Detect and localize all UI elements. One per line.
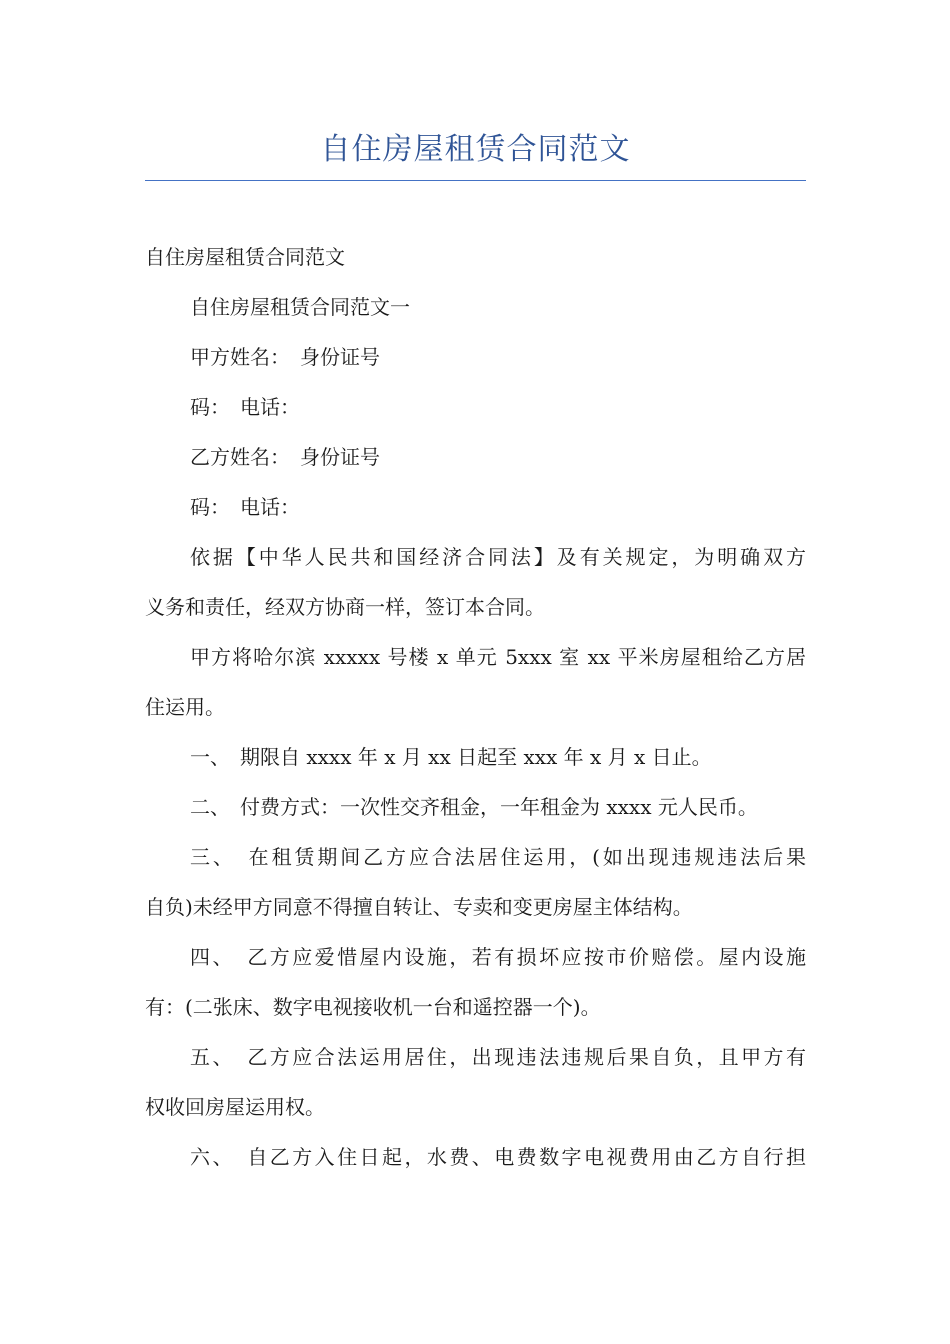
section-heading: 自住房屋租赁合同范文一 (190, 295, 410, 319)
paragraph-line: 依据【中华人民共和国经济合同法】及有关规定，为明确双方 (190, 545, 806, 569)
clause-5: 五、 乙方应合法运用居住，出现违法违规后果自负，且甲方有 (190, 1045, 806, 1069)
paragraph-line: 甲方将哈尔滨 xxxxx 号楼 x 单元 5xxx 室 xx 平米房屋租给乙方居 (190, 645, 806, 669)
document-body (145, 232, 806, 1182)
party-a-name-line: 甲方姓名： 身份证号 (190, 345, 380, 369)
clause-2: 二、 付费方式：一次性交齐租金，一年租金为 xxxx 元人民币。 (190, 795, 758, 819)
paragraph-line: 住运用。 (145, 695, 225, 719)
clause-6: 六、 自乙方入住日起，水费、电费数字电视费用由乙方自行担 (190, 1145, 806, 1169)
clause-3-continued: 自负)未经甲方同意不得擅自转让、专卖和变更房屋主体结构。 (145, 895, 693, 919)
clause-4: 四、 乙方应爱惜屋内设施，若有损坏应按市价赔偿。屋内设施 (190, 945, 806, 969)
title-underline (145, 180, 806, 181)
document-title: 自住房屋租赁合同范文 (320, 132, 631, 167)
party-a-id-phone-line: 码： 电话： (190, 395, 300, 419)
clause-5-continued: 权收回房屋运用权。 (145, 1095, 325, 1119)
clause-1: 一、 期限自 xxxx 年 x 月 xx 日起至 xxx 年 x 月 x 日止。 (190, 745, 712, 769)
clause-4-continued: 有：(二张床、数字电视接收机一台和遥控器一个)。 (145, 995, 601, 1019)
party-b-id-phone-line: 码： 电话： (190, 495, 300, 519)
clause-3: 三、 在租赁期间乙方应合法居住运用，(如出现违规违法后果 (190, 845, 806, 869)
body-heading: 自住房屋租赁合同范文 (145, 245, 345, 269)
party-b-name-line: 乙方姓名： 身份证号 (190, 445, 380, 469)
paragraph-line: 义务和责任，经双方协商一样，签订本合同。 (145, 595, 545, 619)
